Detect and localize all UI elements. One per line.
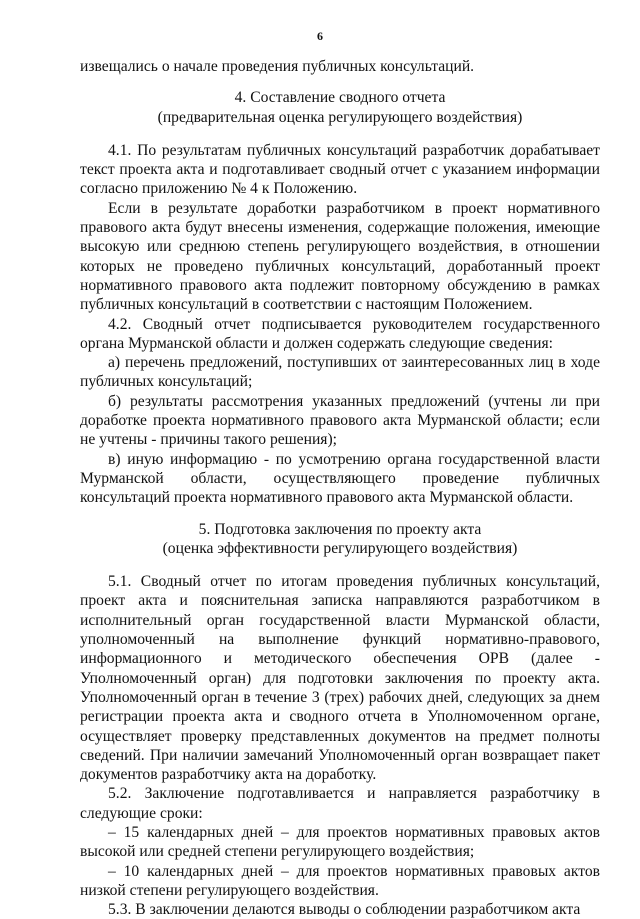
paragraph-5-3: 5.3. В заключении делаются выводы о соблюдении разработчиком акта (108, 901, 581, 919)
paragraph-5-2: 5.2. Заключение подготавливается и направляется разработчику в следующие сроки: (80, 785, 600, 822)
section-4-subtitle: (предварительная оценка регулирующего воздействия) (157, 108, 523, 126)
list-item-4-2-a: а) перечень предложений, поступивших от заинтересованных лиц в ходе публичных консультаций; (80, 354, 600, 391)
section-5-title: 5. Подготовка заключения по проекту акта (198, 520, 482, 538)
list-item-5-2-2: – 10 календарных дней – для проектов нормативных правовых актов низкой степени регулирующего воздействия. (80, 862, 600, 899)
paragraph-4-2: 4.2. Сводный отчет подписывается руководителем государственного органа Мурманской области и должен содержать следующие сведения: (80, 315, 600, 352)
paragraph-5-1: 5.1. Сводный отчет по итогам проведения публичных консультаций, проект акта и пояснительная записка направляются разработчиком в исполнительный орган государственной власти Мурманской области, уполномоченный на выполнение функций нормативно-правового, информационного и методического обеспечения ОРВ (далее - Уполномоченный орган) для подготовки заключения по проекту акта. Уполномоченный орган в течение 3 (трех) рабочих дней, следующих за днем регистрации проекта акта и сводного отчета в Уполномоченном органе, осуществляет проверку представленных документов на предмет полноты сведений. При наличии замечаний Уполномоченный орган возвращает пакет документов разработчику акта на доработку. (80, 573, 600, 784)
paragraph-4-1: 4.1. По результатам публичных консультаций разработчик дорабатывает текст проекта акта и подготавливает сводный отчет с указанием информации согласно приложению № 4 к Положению. (80, 141, 600, 198)
list-item-5-2-1: – 15 календарных дней – для проектов нормативных правовых актов высокой или средней степени регулирующего воздействия; (80, 823, 600, 861)
paragraph-4-1-continued: Если в результате доработки разработчиком в проект нормативного правового акта будут внесены изменения, содержащие положения, имеющие высокую или среднюю степень регулирующего воздействия, в отношении которых не проведено публичных консультаций, доработанный проект нормативного правового акта подлежит повторному обсуждению в рамках публичных консультаций в соответствии с настоящим Положением. (80, 199, 600, 314)
section-5-heading (80, 520, 600, 559)
page-number: 6 (317, 29, 323, 43)
section-5-subtitle: (оценка эффективности регулирующего воздействия) (162, 539, 518, 557)
section-4-heading (80, 88, 600, 127)
list-item-4-2-c: в) иную информацию - по усмотрению органа государственной власти Мурманской области, осуществляющего проведение публичных консультаций проекта нормативного правового акта Мурманской области. (80, 450, 600, 507)
document-body (80, 57, 600, 919)
list-item-4-2-b: б) результаты рассмотрения указанных предложений (учтены ли при доработке проекта нормативного правового акта Мурманской области; если не учтены - причины такого решения); (80, 392, 600, 449)
section-4-title: 4. Составление сводного отчета (234, 89, 446, 107)
top-line: извещались о начале проведения публичных консультаций. (80, 58, 475, 75)
